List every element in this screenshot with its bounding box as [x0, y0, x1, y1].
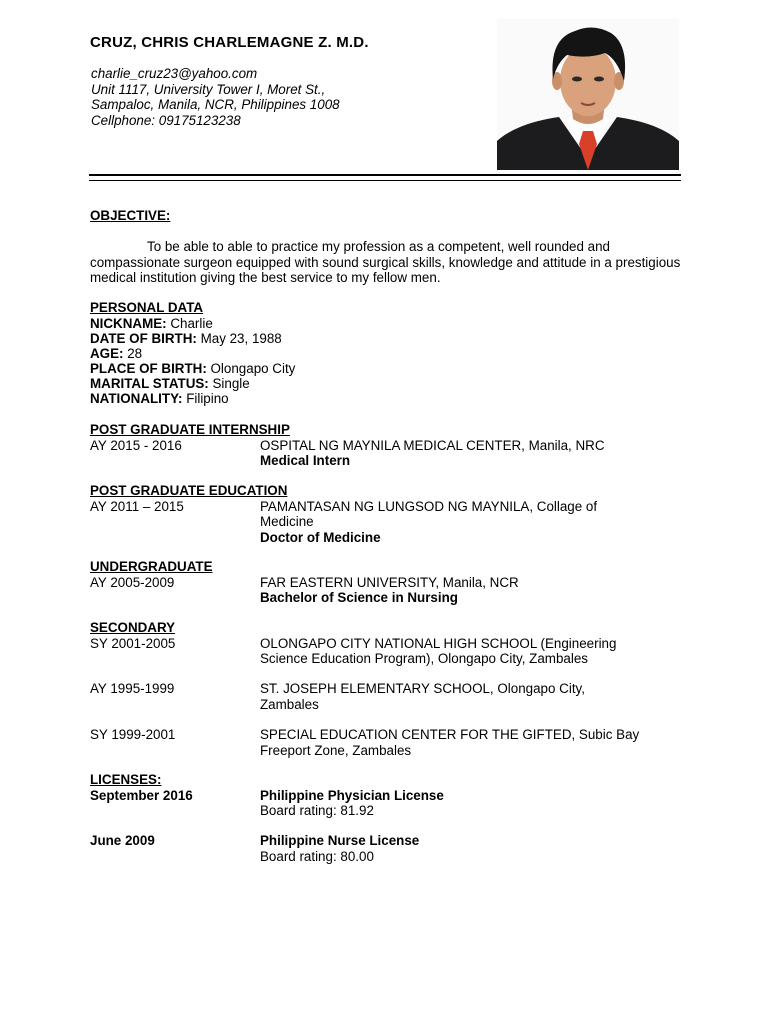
personal-data-row: [90, 331, 690, 346]
pg-education-heading: POST GRADUATE EDUCATION: [90, 483, 288, 498]
secondary-section: [90, 620, 690, 667]
personal-data-row: [90, 391, 690, 406]
entry-date: AY 1995-1999: [90, 681, 175, 696]
entry-date: AY 2015 - 2016: [90, 437, 182, 453]
entry-title: Doctor of Medicine: [260, 529, 381, 545]
entry-date: June 2009: [90, 833, 155, 848]
secondary-entry: [90, 727, 690, 758]
licenses-section: [90, 772, 690, 819]
personal-data-row: [90, 376, 690, 391]
personal-data-row: [90, 346, 690, 361]
entry-place: SPECIAL EDUCATION CENTER FOR THE GIFTED, Subic Bay Freeport Zone, Zambales: [260, 727, 640, 758]
personal-data-label: DATE OF BIRTH:: [90, 330, 197, 346]
cellphone-text: Cellphone: 09175123238: [91, 112, 241, 128]
personal-data-section: [90, 300, 690, 407]
special-education-entry-block: [90, 727, 690, 758]
address-line-2: Sampaloc, Manila, NCR, Philippines 1008: [91, 97, 340, 112]
internship-entry: [90, 438, 690, 469]
personal-data-label: AGE:: [90, 345, 124, 361]
personal-data-list: [90, 316, 690, 407]
license-entry-block: [90, 833, 690, 864]
secondary-entry: [90, 681, 690, 712]
undergraduate-heading: UNDERGRADUATE: [90, 559, 213, 574]
elementary-entry-block: [90, 681, 690, 712]
header-divider-thin: [89, 180, 681, 181]
personal-data-label: NICKNAME:: [90, 315, 167, 331]
entry-date: SY 2001-2005: [90, 635, 176, 651]
personal-data-value: May 23, 1988: [196, 330, 282, 346]
entry-date: September 2016: [90, 787, 193, 803]
personal-data-label: PLACE OF BIRTH:: [90, 361, 207, 377]
license-rating: Board rating: 81.92: [260, 803, 374, 818]
personal-data-value: 28: [123, 345, 143, 361]
entry-place: FAR EASTERN UNIVERSITY, Manila, NCR: [260, 574, 519, 590]
entry-date: SY 1999-2001: [90, 727, 176, 742]
objective-heading: OBJECTIVE:: [90, 208, 171, 223]
personal-data-value: Single: [208, 376, 250, 392]
applicant-name: CRUZ, CHRIS CHARLEMAGNE Z. M.D.: [90, 34, 369, 51]
internship-section: [90, 422, 690, 469]
profile-photo: [497, 19, 679, 170]
objective-text: [90, 239, 690, 286]
entry-place: PAMANTASAN NG LUNGSOD NG MAYNILA, Collage of Medicine: [260, 498, 598, 529]
address-line-1: Unit 1117, University Tower I, Moret St.,: [91, 81, 326, 97]
license-name: Philippine Physician License: [260, 787, 444, 803]
license-rating: Board rating: 80.00: [260, 848, 374, 864]
email-text: charlie_cruz23@yahoo.com: [91, 66, 258, 81]
undergraduate-section: [90, 559, 690, 606]
license-entry: [90, 788, 690, 819]
personal-data-row: [90, 316, 690, 331]
entry-place: ST. JOSEPH ELEMENTARY SCHOOL, Olongapo City, Zambales: [260, 681, 585, 712]
licenses-heading: LICENSES:: [90, 772, 162, 787]
entry-place: OLONGAPO CITY NATIONAL HIGH SCHOOL (Engineering Science Education Program), Olongapo City, Zambales: [260, 635, 617, 666]
header-divider-thick: [89, 174, 681, 176]
personal-data-heading: PERSONAL DATA: [90, 300, 204, 315]
entry-place: OSPITAL NG MAYNILA MEDICAL CENTER, Manila, NRC: [260, 437, 605, 453]
secondary-heading: SECONDARY: [90, 620, 176, 635]
personal-data-value: Charlie: [166, 315, 213, 331]
license-name: Philippine Nurse License: [260, 833, 420, 848]
personal-data-row: [90, 361, 690, 376]
undergraduate-entry: [90, 575, 690, 606]
entry-title: Bachelor of Science in Nursing: [260, 590, 458, 605]
pg-education-section: [90, 483, 690, 545]
personal-data-label: NATIONALITY:: [90, 391, 183, 407]
entry-title: Medical Intern: [260, 453, 351, 468]
contact-block: [91, 66, 340, 128]
entry-date: AY 2005-2009: [90, 574, 175, 590]
entry-date: AY 2011 – 2015: [90, 498, 184, 514]
portrait-illustration: [497, 19, 679, 170]
pg-education-entry: [90, 499, 690, 546]
secondary-entry: [90, 636, 690, 667]
personal-data-value: Filipino: [182, 391, 229, 407]
personal-data-label: MARITAL STATUS:: [90, 376, 209, 392]
personal-data-value: Olongapo City: [206, 361, 296, 377]
objective-paragraph: To be able to able to practice my profession as a competent, well rounded and compassionate surgeon equipped with sound surgical skills, knowledge and attitude in a prestigious medical institution giving the best service to my fellow men.: [90, 239, 681, 285]
license-entry: [90, 833, 690, 864]
internship-heading: POST GRADUATE INTERNSHIP: [90, 422, 290, 437]
